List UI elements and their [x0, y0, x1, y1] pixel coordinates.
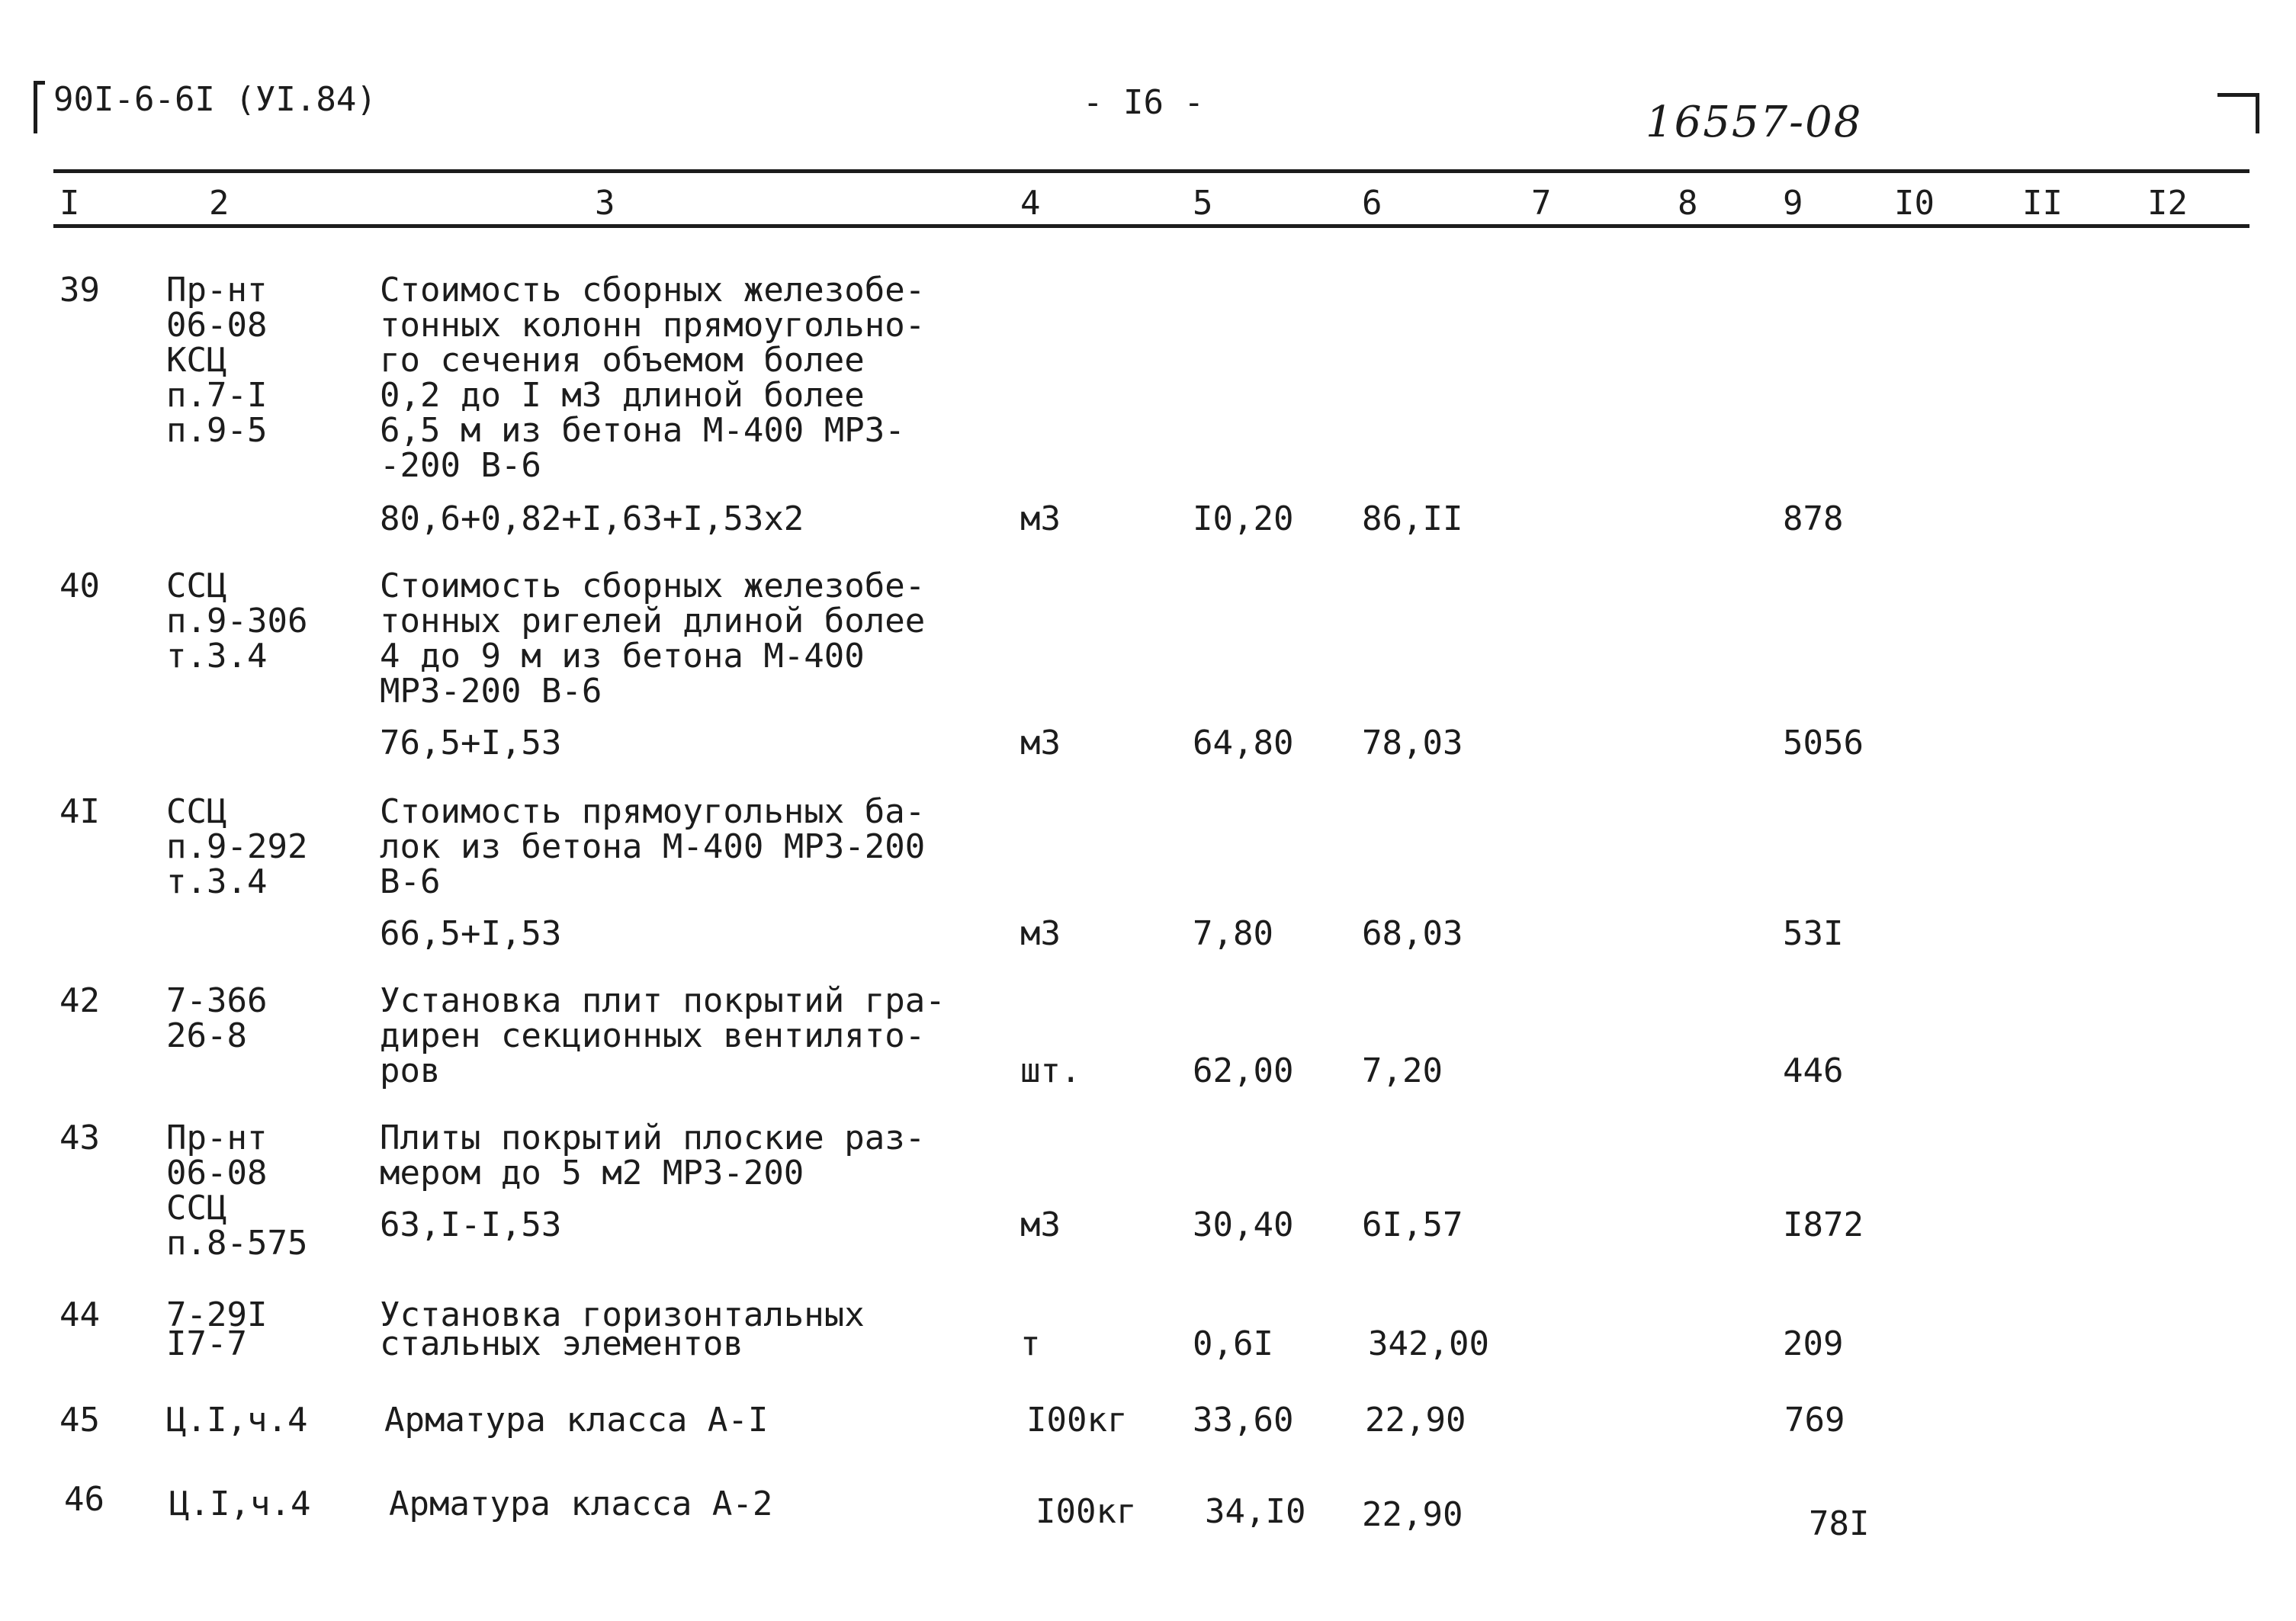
work-description: мером до 5 м2 МРЗ-200 [380, 1154, 804, 1192]
work-description: Плиты покрытий плоские раз- [380, 1119, 926, 1157]
row-number: 45 [59, 1401, 100, 1440]
work-description: Арматура класса А-2 [389, 1485, 773, 1523]
quantity-formula: 66,5+I,53 [380, 914, 562, 953]
row-number: 42 [59, 981, 100, 1020]
price-reference: п.9-292 [166, 827, 308, 866]
price-reference: т.3.4 [166, 637, 268, 676]
quantity: 33,60 [1193, 1401, 1294, 1440]
quantity: 30,40 [1193, 1205, 1294, 1244]
work-description: ров [380, 1051, 441, 1090]
total-cost: 878 [1783, 499, 1844, 538]
work-description: В-6 [380, 862, 441, 901]
work-description: 6,5 м из бетона М-400 МРЗ- [380, 411, 905, 450]
work-description: Установка плит покрытий гра- [380, 981, 946, 1020]
quantity: 7,80 [1193, 914, 1273, 953]
column-header: I2 [2147, 184, 2188, 223]
price-reference: Ц.I,ч.4 [166, 1401, 308, 1440]
quantity: 0,6I [1193, 1324, 1273, 1363]
price-reference: КСЦ [166, 341, 227, 380]
total-cost: 446 [1783, 1051, 1844, 1090]
unit: шт. [1020, 1051, 1081, 1090]
work-description: лок из бетона М-400 МРЗ-200 [380, 827, 926, 866]
price-reference: п.7-I [166, 376, 268, 415]
column-header: 8 [1678, 184, 1698, 223]
total-cost: 5056 [1783, 724, 1864, 762]
row-number: 44 [59, 1295, 100, 1334]
work-description: МРЗ-200 В-6 [380, 672, 602, 711]
price-reference: п.9-306 [166, 602, 308, 640]
work-description: стальных элементов [380, 1324, 743, 1363]
price-reference: 26-8 [166, 1016, 247, 1055]
price-reference: 06-08 [166, 306, 268, 345]
price-reference: Ц.I,ч.4 [169, 1485, 311, 1523]
work-description: 0,2 до I м3 длиной более [380, 376, 865, 415]
total-cost: I872 [1783, 1205, 1864, 1244]
row-number: 43 [59, 1119, 100, 1157]
header-bottom-rule [53, 224, 2249, 228]
unit-price: 22,90 [1365, 1401, 1466, 1440]
column-header: 5 [1193, 184, 1213, 223]
unit-price: 78,03 [1362, 724, 1463, 762]
total-cost: 209 [1783, 1324, 1844, 1363]
column-header: I [59, 184, 80, 223]
unit: т [1020, 1324, 1041, 1363]
quantity-formula: 80,6+0,82+I,63+I,53х2 [380, 499, 804, 538]
document-code: 90I-6-6I (УI.84) [53, 80, 377, 119]
price-reference: 06-08 [166, 1154, 268, 1192]
page-number: - I6 - [1083, 83, 1204, 122]
unit: I00кг [1036, 1492, 1137, 1531]
unit-price: 86,II [1362, 499, 1463, 538]
price-reference: п.9-5 [166, 411, 268, 450]
stamp-number: 16557-08 [1646, 98, 1863, 147]
unit-price: 6I,57 [1362, 1205, 1463, 1244]
work-description: 4 до 9 м из бетона М-400 [380, 637, 865, 676]
column-header: II [2022, 184, 2063, 223]
unit: I00кг [1026, 1401, 1128, 1440]
unit: м3 [1020, 1205, 1061, 1244]
row-number: 4I [59, 792, 100, 831]
work-description: го сечения объемом более [380, 341, 865, 380]
price-reference: 7-366 [166, 981, 268, 1020]
price-reference: Пр-нт [166, 1119, 268, 1157]
total-cost: 78I [1809, 1504, 1870, 1543]
quantity: 64,80 [1193, 724, 1294, 762]
total-cost: 769 [1784, 1401, 1845, 1440]
column-header: 3 [595, 184, 615, 223]
row-number: 40 [59, 567, 100, 605]
unit: м3 [1020, 914, 1061, 953]
work-description: Стоимость прямоугольных ба- [380, 792, 926, 831]
work-description: Стоимость сборных железобе- [380, 567, 926, 605]
work-description: Стоимость сборных железобе- [380, 271, 926, 310]
work-description: тонных колонн прямоугольно- [380, 306, 926, 345]
total-cost: 53I [1783, 914, 1844, 953]
corner-mark-right [2217, 93, 2259, 133]
price-reference: п.8-575 [166, 1224, 308, 1263]
unit-price: 68,03 [1362, 914, 1463, 953]
row-number: 39 [59, 271, 100, 310]
column-header: 6 [1362, 184, 1382, 223]
price-reference: 7-29I [166, 1295, 268, 1334]
price-reference: I7-7 [166, 1324, 247, 1363]
price-reference: т.3.4 [166, 862, 268, 901]
work-description: Установка горизонтальных [380, 1295, 865, 1334]
quantity: 34,I0 [1205, 1492, 1306, 1531]
quantity: I0,20 [1193, 499, 1294, 538]
column-header: 4 [1020, 184, 1041, 223]
unit-price: 22,90 [1362, 1495, 1463, 1534]
work-description: тонных ригелей длиной более [380, 602, 926, 640]
corner-mark-left [34, 81, 45, 133]
work-description: дирен секционных вентилято- [380, 1016, 926, 1055]
price-reference: Пр-нт [166, 271, 268, 310]
unit: м3 [1020, 724, 1061, 762]
column-header: 7 [1531, 184, 1552, 223]
work-description: -200 В-6 [380, 446, 541, 485]
column-header: 9 [1783, 184, 1803, 223]
unit-price: 7,20 [1362, 1051, 1443, 1090]
price-reference: ССЦ [166, 1189, 227, 1228]
price-reference: ССЦ [166, 567, 227, 605]
column-header: I0 [1894, 184, 1935, 223]
quantity: 62,00 [1193, 1051, 1294, 1090]
price-reference: ССЦ [166, 792, 227, 831]
unit: м3 [1020, 499, 1061, 538]
work-description: Арматура класса А-I [384, 1401, 769, 1440]
column-header: 2 [209, 184, 230, 223]
row-number: 46 [64, 1480, 104, 1519]
quantity-formula: 76,5+I,53 [380, 724, 562, 762]
header-top-rule [53, 169, 2249, 173]
unit-price: 342,00 [1368, 1324, 1489, 1363]
quantity-formula: 63,I-I,53 [380, 1205, 562, 1244]
